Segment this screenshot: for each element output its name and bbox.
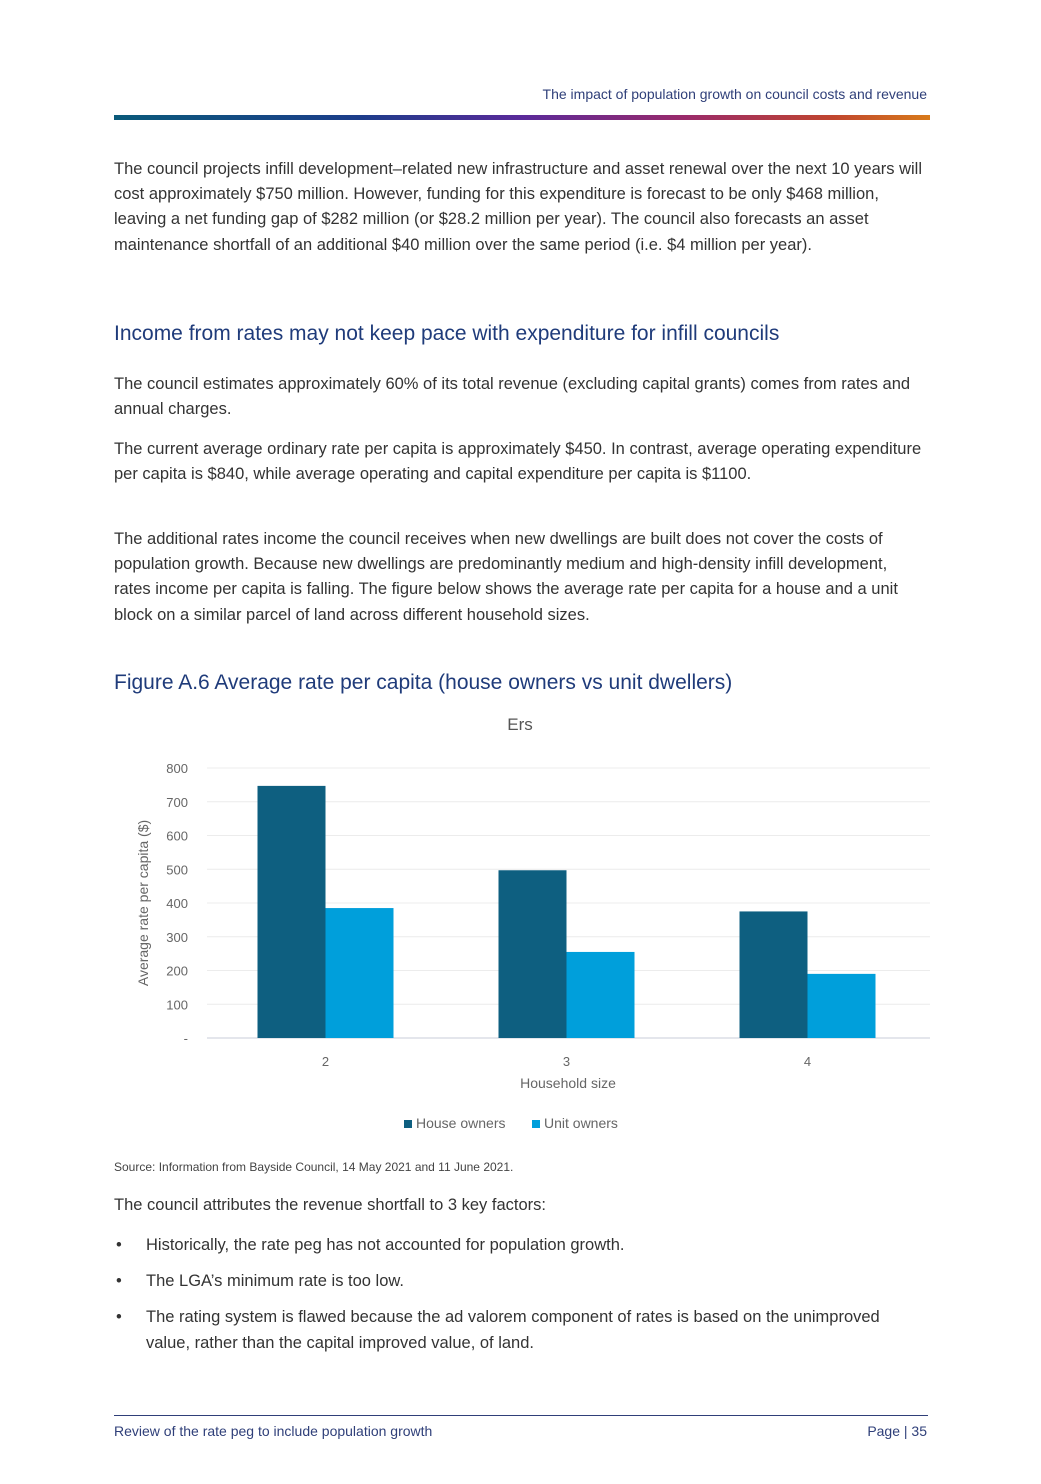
- footer-rule: [114, 1415, 928, 1416]
- legend-label: House owners: [416, 1115, 506, 1131]
- section-heading: Income from rates may not keep pace with expenditure for infill councils: [114, 322, 780, 345]
- list-item: [114, 1269, 926, 1294]
- x-tick-label: 3: [562, 1054, 571, 1069]
- bar-unit-owners: [808, 974, 876, 1038]
- y-tick-label: 400: [166, 896, 188, 911]
- bullet-icon: •: [116, 1272, 122, 1291]
- list-item-text: Historically, the rate peg has not accounted for population growth.: [146, 1236, 625, 1254]
- bar-house-owners: [258, 786, 326, 1038]
- y-tick-label: 300: [166, 929, 188, 945]
- paragraph-additional-rates: The additional rates income the council receives when new dwellings are built does not cover the costs of population growth. Because new dwellings are predominantly medium and high-density infill development, rates income per capita is falling. The figure below shows the average rate per capita for a house and a unit block on a similar parcel of land across different household sizes.: [114, 530, 898, 624]
- paragraph-revenue-share: The council estimates approximately 60% of its total revenue (excluding capital grants) comes from rates and annual charges.: [114, 375, 911, 419]
- paragraph-key-factors: The council attributes the revenue shortfall to 3 key factors:: [114, 1196, 546, 1214]
- bar-unit-owners: [567, 952, 635, 1038]
- y-tick-label: 800: [166, 761, 188, 776]
- paragraph-infrastructure-cost: The council projects infill development–related new infrastructure and asset renewal over the next 10 years will cost approximately $750 million. However, funding for this expenditure is forecast to be only $468 million, leaving a net funding gap of $282 million (or $28.2 million per year). The council also forecasts an asset maintenance shortfall of an additional $40 million over the same period (i.e. $4 million per year).: [114, 160, 923, 254]
- x-axis-label: Household size: [520, 1075, 616, 1091]
- bar-unit-owners: [326, 908, 394, 1038]
- footer-report-title: Review of the rate peg to include population growth: [114, 1423, 433, 1439]
- y-tick-label: -: [183, 1031, 188, 1046]
- x-tick-label: 2: [321, 1054, 330, 1069]
- bar-house-owners: [499, 870, 567, 1038]
- footer-page-number: Page | 35: [867, 1423, 927, 1439]
- chart-title: Ers: [507, 715, 533, 734]
- y-tick-label: 100: [166, 997, 188, 1013]
- legend-swatch-unit-owners: [532, 1120, 540, 1128]
- header-rule: [114, 115, 930, 120]
- bar-house-owners: [740, 911, 808, 1038]
- y-tick-label: 500: [166, 862, 188, 878]
- y-axis-label: Average rate per capita ($): [135, 819, 151, 987]
- y-tick-label: 200: [166, 963, 188, 979]
- legend-label: Unit owners: [544, 1115, 618, 1131]
- y-tick-label: 700: [166, 794, 188, 810]
- figure-source: Source: Information from Bayside Council, 14 May 2021 and 11 June 2021.: [114, 1160, 514, 1174]
- legend-swatch-house-owners: [404, 1120, 412, 1128]
- list-item: [114, 1233, 926, 1258]
- paragraph-rate-per-capita: The current average ordinary rate per capita is approximately $450. In contrast, average operating expenditure per capita is $840, while average operating and capital expenditure per capita is $1100.: [114, 440, 922, 484]
- factor-list: [114, 1233, 926, 1367]
- list-item-text: The rating system is flawed because the ad valorem component of rates is based on the unimproved value, rather than the capital improved value, of land.: [146, 1308, 880, 1352]
- list-item-text: The LGA’s minimum rate is too low.: [146, 1272, 404, 1291]
- bullet-icon: •: [116, 1236, 122, 1254]
- y-tick-label: 600: [166, 828, 188, 844]
- running-header: The impact of population growth on council costs and revenue: [542, 86, 927, 102]
- bullet-icon: •: [116, 1308, 122, 1327]
- list-item: [114, 1305, 926, 1355]
- bar-chart: [114, 700, 930, 1150]
- figure-title: Figure A.6 Average rate per capita (house owners vs unit dwellers): [114, 671, 733, 694]
- x-tick-label: 4: [803, 1054, 812, 1069]
